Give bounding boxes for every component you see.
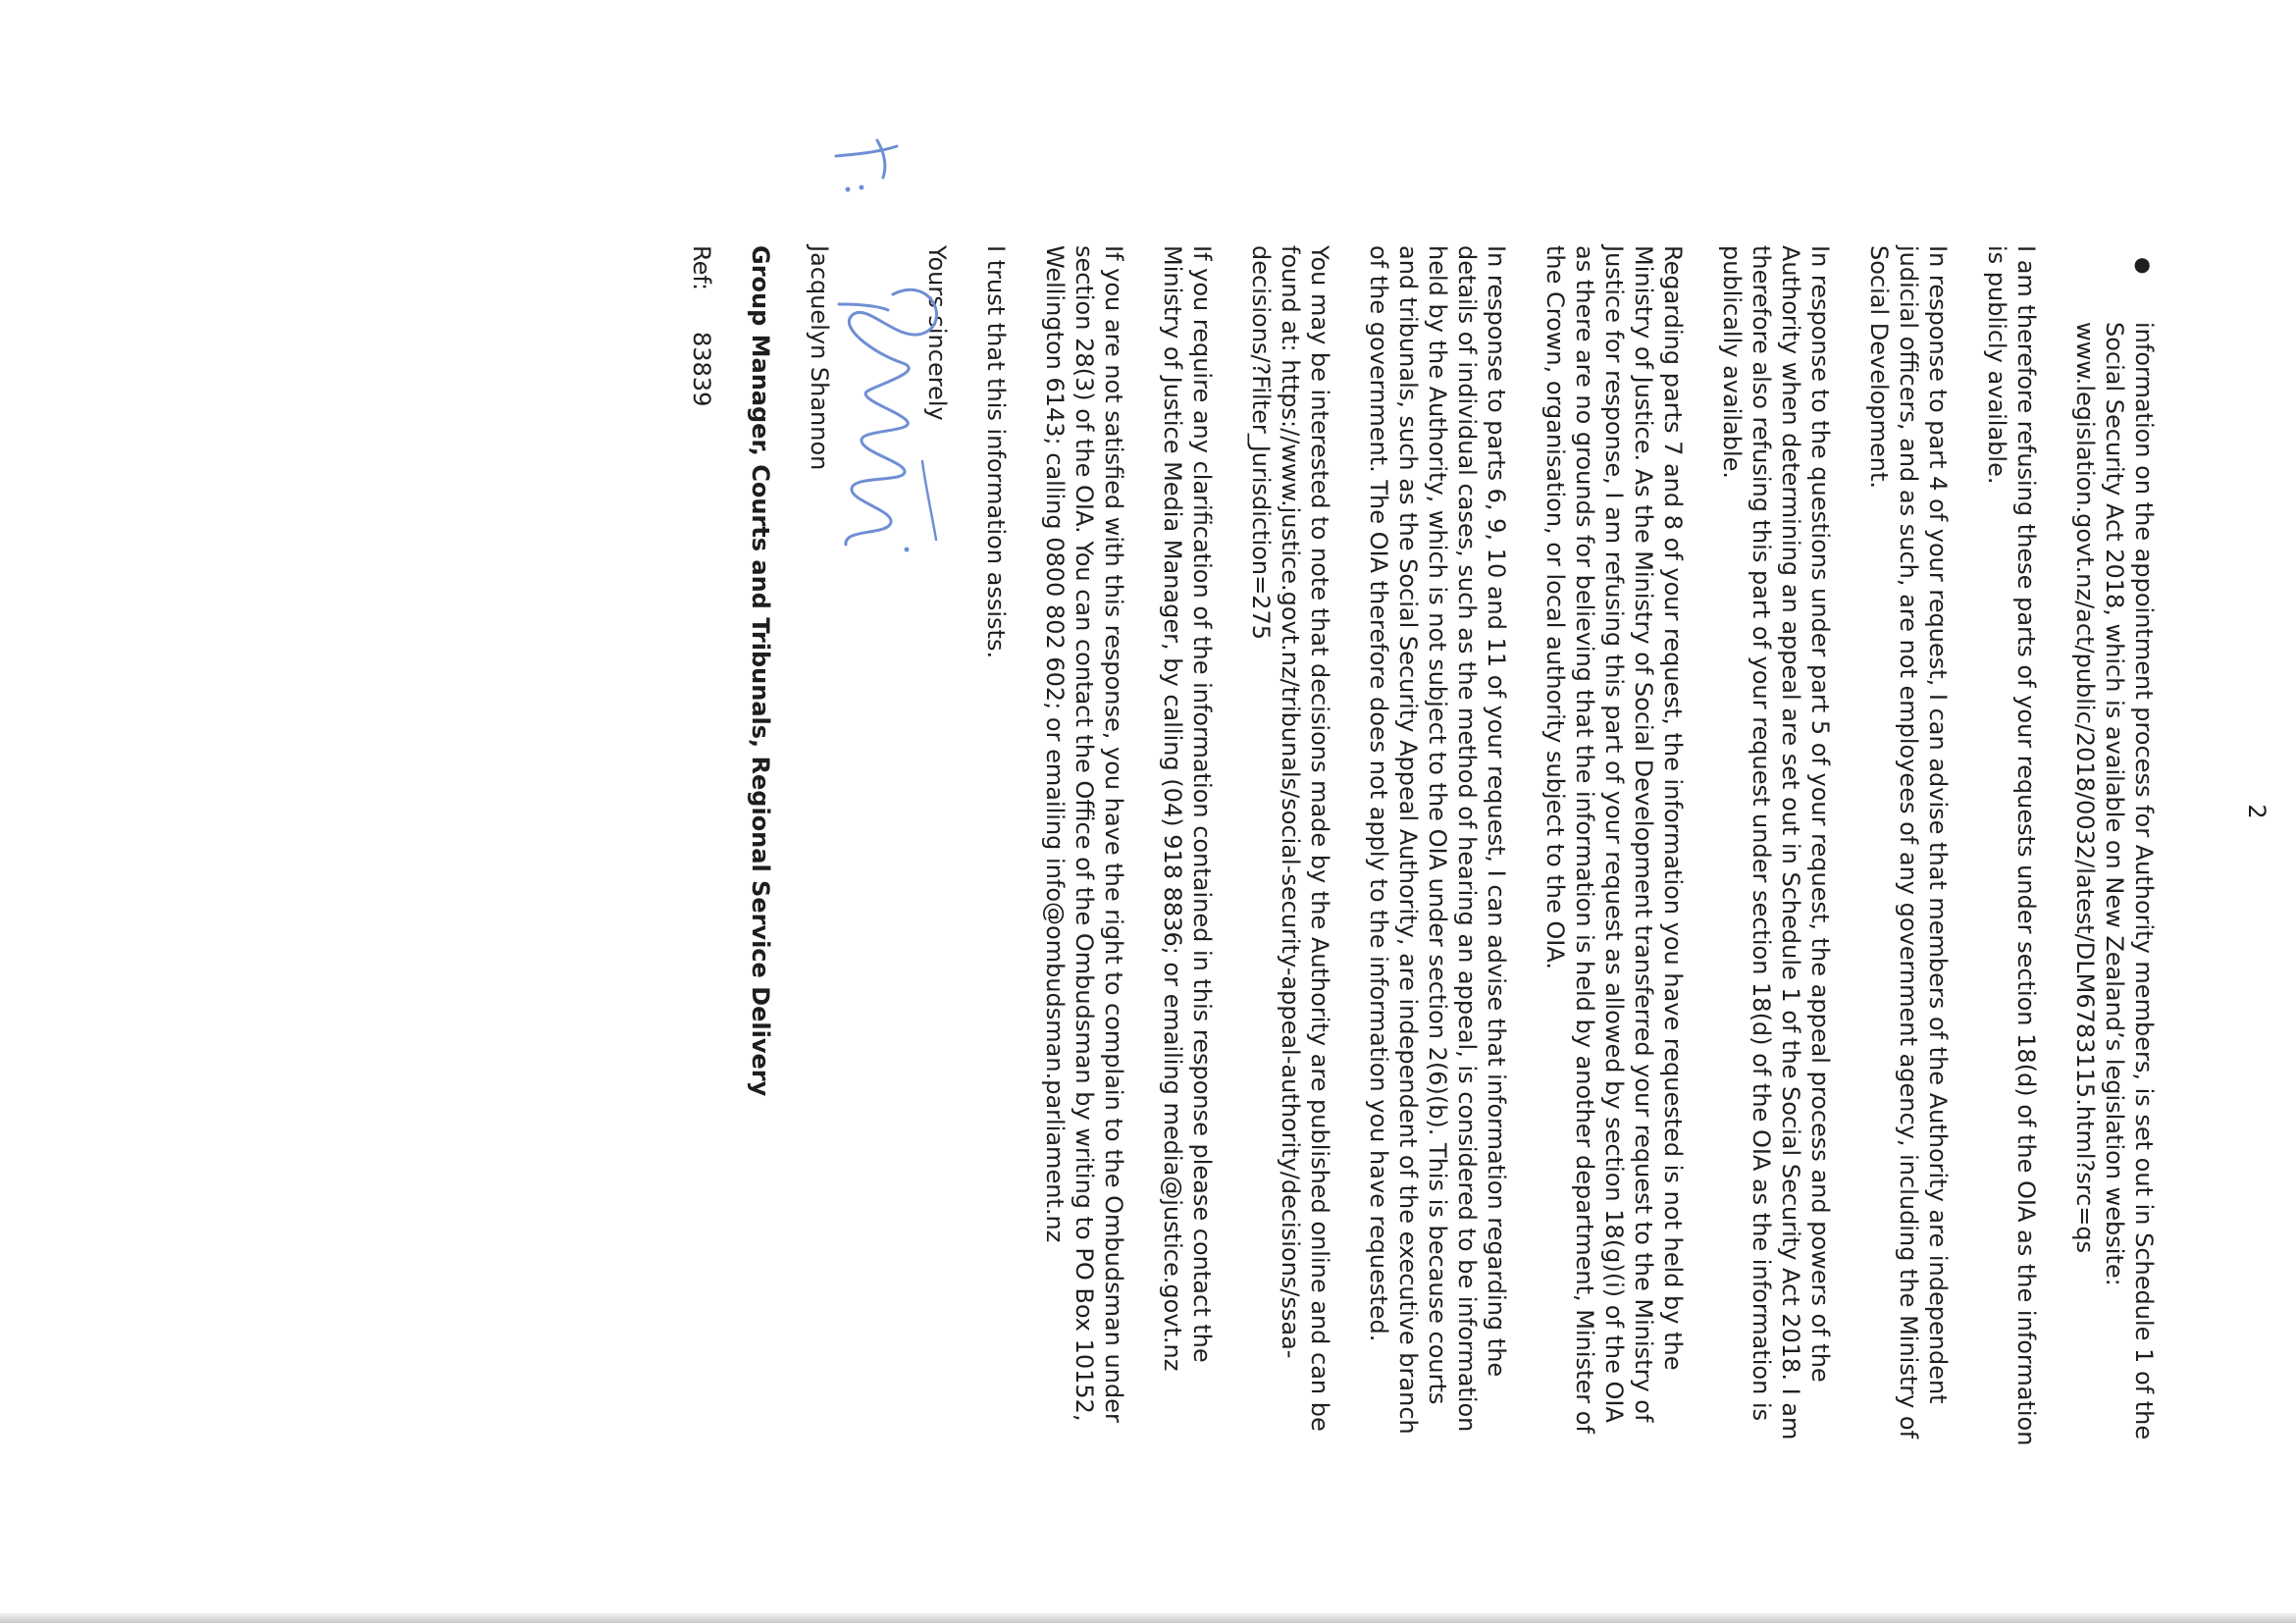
bullet-icon: ● — [2132, 257, 2156, 275]
paragraph-parts-6-9-10-11: In response to parts 6, 9, 10 and 11 of your request, I can advise that information regarding the details of individual cases, such as the method of hearing an appeal, is considered to be information held by the Authority, which is not subject to the OIA under section 2(6)(b). This is because courts and tribunals, such as the Social Security Appeal Authority, are independent of the executive branch of the government. The OIA therefore does not apply to the information you have requested. — [1365, 245, 1510, 1435]
signatory-name: Jacquelyn Shannon — [806, 245, 833, 471]
bullet-text: information on the appointment process for Authority members, is set out in Schedule 1 of the Social Security Act 2018, which is available on New Zealand’s legislation website: www.legislation.govt.nz/act/public/2018/0032/latest/DLM6783115.html?src=qs — [2071, 322, 2158, 1440]
closing-salutation: Yours sincerely — [923, 245, 951, 421]
paragraph-ombudsman: If you are not satisfied with this response, you have the right to complain to the Ombudsman under section 28(3) of the OIA. You can contact the Office of the Ombudsman by writing to PO Box 10152, Wellington 6143; calling 0800 802 602; or emailing info@ombudsman.parliament.nz — [1041, 245, 1127, 1423]
paragraph-media-contact: If you require any clarification of the information contained in this response please contact the Ministry of Justice Media Manager, by calling (04) 918 8836; or emailing media@justice.govt.nz — [1159, 245, 1216, 1372]
paragraph-decisions-online: You may be interested to note that decisions made by the Authority are published online and can be found at: https://www.justice.govt.nz/tribunals/social-security-appeal-authority/decisions/ssaa-decisions/?Filter_Jurisdiction=275 — [1247, 245, 1333, 1432]
reference-line — [687, 245, 716, 1452]
paragraph-parts-7-8: Regarding parts 7 and 8 of your request, the information you have requested is not held by the Ministry of Justice. As the Ministry of Social Development transferred your request to the Ministry of Justice for response, I am refusing this part of your request as allowed by section 18(g)(i) of the OIA as there are no grounds for believing that the information is held by another department, Minister of the Crown, organisation, or local authority subject to the OIA. — [1541, 245, 1687, 1434]
bullet-list-item — [2070, 245, 2159, 1452]
signatory-title: Group Manager, Courts and Tribunals, Regional Service Delivery — [747, 245, 774, 1097]
paragraph-trust: I trust that this information assists. — [982, 245, 1010, 659]
handwritten-initials — [826, 132, 905, 201]
reference-label: Ref: — [688, 245, 715, 291]
paragraph-part-4: In response to part 4 of your request, I can advise that members of the Authority are independent judicial officers, and as such, are not employees of any government agency, including the Ministry of Social Development. — [1865, 245, 1952, 1440]
reference-number: 83839 — [688, 332, 715, 407]
signature-block — [834, 245, 893, 1452]
paragraph-refusal-publicly-available: I am therefore refusing these parts of your requests under section 18(d) of the OIA as the information is publicly available. — [1983, 245, 2040, 1446]
page-number: 2 — [2243, 804, 2270, 819]
paragraph-part-5: In response to the questions under part 5 of your request, the appeal process and powers of the Authority when determining an appeal are set out in Schedule 1 of the Social Security Act 2018. I am therefore also refusing this part of your request under section 18(d) of the OIA as the information is publically available. — [1718, 245, 1834, 1440]
letter-body — [687, 245, 2159, 1452]
handwritten-signature — [814, 265, 962, 559]
scan-edge — [0, 1613, 2296, 1623]
